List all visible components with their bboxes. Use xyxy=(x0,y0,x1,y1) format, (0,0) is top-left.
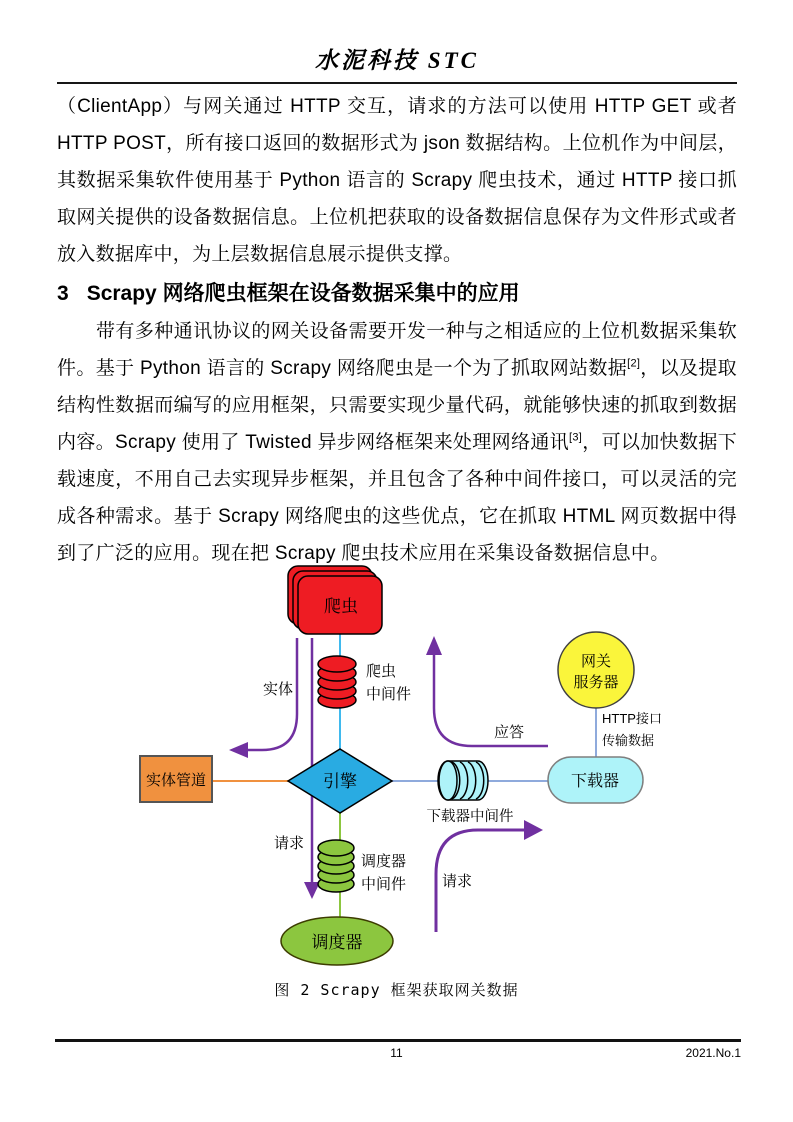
figure-caption: 图 2 Scrapy 框架获取网关数据 xyxy=(274,981,519,999)
citation-3: [3] xyxy=(569,431,583,444)
footer-divider xyxy=(55,1039,741,1042)
http-transfer-label-line1: HTTP接口 xyxy=(602,711,662,726)
paragraph-intro-text: （ClientApp）与网关通过 HTTP 交互，请求的方法可以使用 HTTP GET 或者 HTTP POST，所有接口返回的数据形式为 json 数据结构。上位机作为中间层，其数据采集软件使用基于 Python 语言的 Scrapy 爬虫技术，通过 HTTP 接口抓取网关提供的设备数据信息。上位机把获取的设备数据信息保存为文件形式或者放入数据库中，为上层数据信息展示提供支撑。 xyxy=(57,96,737,265)
paragraph-intro xyxy=(57,88,737,273)
engine-label: 引擎 xyxy=(323,772,357,791)
entity-label: 实体 xyxy=(262,681,294,698)
citation-2: [2] xyxy=(627,357,641,370)
gateway-server-node xyxy=(558,632,634,708)
page-number: 11 xyxy=(390,1046,403,1060)
downloader-label: 下载器 xyxy=(570,773,620,790)
gateway-server-label-line2: 服务器 xyxy=(573,674,619,691)
spider-label: 爬虫 xyxy=(324,597,358,616)
request-right-arrowhead-icon xyxy=(524,820,543,840)
response-label: 应答 xyxy=(493,724,525,741)
spider-middleware-node xyxy=(318,656,356,708)
downloader-middleware-node xyxy=(438,761,488,800)
scheduler-middleware-node xyxy=(318,840,354,892)
request-down-label: 请求 xyxy=(273,835,305,852)
gateway-server-label-line1: 网关 xyxy=(580,653,612,670)
paragraph-section xyxy=(57,313,737,572)
request-right-label: 请求 xyxy=(441,873,473,890)
scheduler-label: 调度器 xyxy=(311,933,363,952)
entity-arrowhead-icon xyxy=(229,742,248,758)
response-arrowhead-icon xyxy=(426,636,442,655)
spider-middleware-label-line2: 中间件 xyxy=(366,686,412,703)
issue-label: 2021.No.1 xyxy=(685,1046,741,1060)
scrapy-framework-diagram xyxy=(128,553,676,973)
journal-title: 水泥科技 STC xyxy=(315,48,479,73)
downloader-middleware-label: 下载器中间件 xyxy=(426,809,514,825)
http-transfer-label-line2: 传输数据 xyxy=(602,733,655,748)
scheduler-middleware-label-line1: 调度器 xyxy=(361,853,407,870)
header-divider xyxy=(57,82,737,84)
response-up-arrow xyxy=(434,653,548,746)
section-number: 3 xyxy=(57,282,69,305)
section-heading xyxy=(57,280,737,308)
item-pipeline-label: 实体管道 xyxy=(145,772,207,789)
paragraph-section-part1: 带有多种通讯协议的网关设备需要开发一种与之相适应的上位机数据采集软件。基于 Python 语言的 Scrapy 网络爬虫是一个为了抓取网站数据 xyxy=(57,321,737,379)
spider-middleware-label-line1: 爬虫 xyxy=(366,663,397,680)
paragraph-section-part2: ，以及提取结构性数据而编写的应用框架，只需要实现少量代码，就能够快速的抓取到数据内容。Scrapy 使用了 Twisted 异步网络框架来处理网络通讯 xyxy=(57,358,737,453)
paragraph-section-part3: ，可以加快数据下载速度，不用自己去实现异步框架，并且包含了各种中间件接口，可以灵活的完成各种需求。基于 Scrapy 网络爬虫的这些优点，它在抓取 HTML 网页数据中得到了广泛的应用。现在把 Scrapy 爬虫技术应用在采集设备数据信息中。 xyxy=(57,432,737,564)
scheduler-middleware-label-line2: 中间件 xyxy=(361,876,407,893)
section-title: Scrapy 网络爬虫框架在设备数据采集中的应用 xyxy=(86,282,520,305)
